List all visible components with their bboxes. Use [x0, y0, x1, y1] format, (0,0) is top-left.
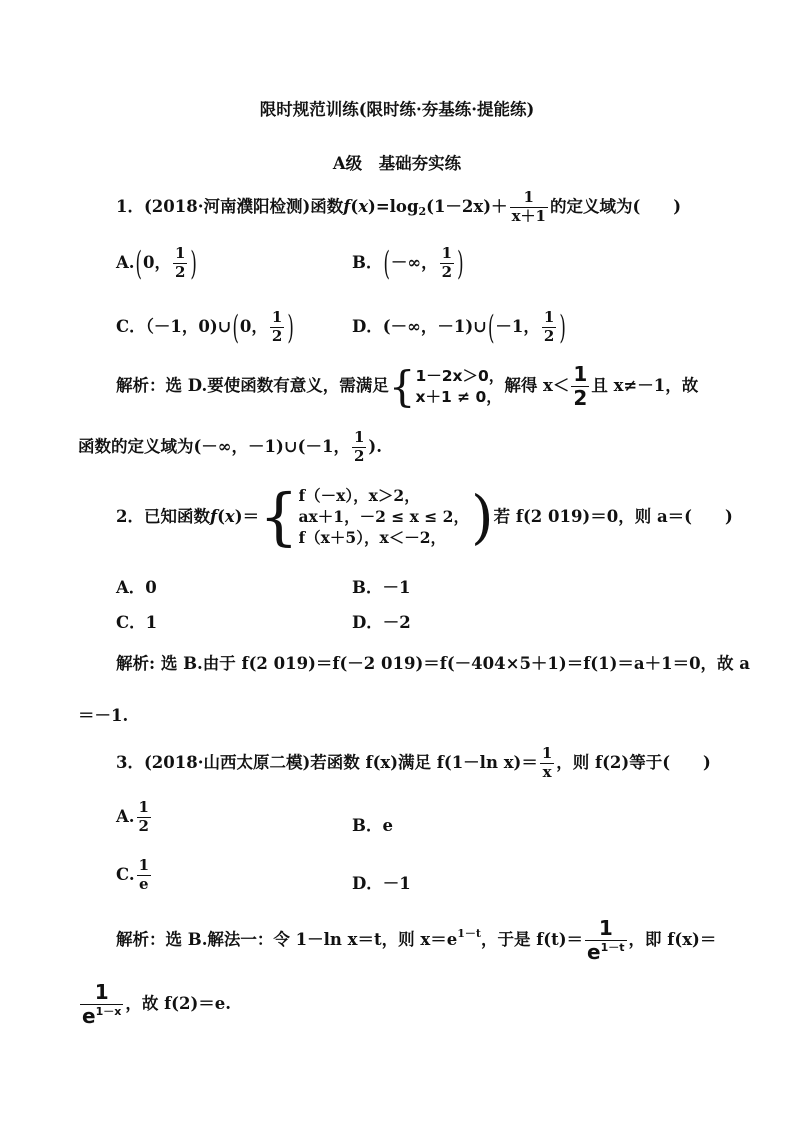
q1-option-d: D．(－∞，－1)∪(－1， $\frac{1}{2}$ ): [352, 308, 566, 347]
q1-option-c: C．（－1，0)∪(0， $\frac{1}{2}$ ): [116, 308, 294, 347]
q3-option-b: B．e: [352, 816, 393, 835]
question-1-stem: 1．(2018·河南濮阳检测)函数$f(x)=\log_2(1-2x)+$ $\frac{1}{x+1}$ 的定义域为( ): [116, 188, 682, 225]
question-3-stem: 3．(2018·山西太原二模)若函数 f(x)满足 f(1－ln x)＝ $\frac{1}{x}$ ，则 f(2)等于( ): [116, 744, 711, 781]
q3-option-c: C. $\frac{1}{e}$: [116, 856, 150, 893]
page-title: 限时规范训练(限时练·夯基练·提能练): [259, 100, 535, 119]
q3-option-a: A. $\frac{1}{2}$: [116, 798, 149, 835]
q2-option-c: C．1: [116, 613, 158, 632]
q2-solution-line-2: ＝－1.: [78, 706, 129, 725]
q3-solution-line-1: 解析：选 B.解法一：令 1－ln x＝t，则 $x=e^{1-t}$，于是 f(t)＝ $\frac{1}{e^{1-t}}$ ，即 f(x)＝: [116, 916, 717, 964]
q3-option-d: D．－1: [352, 874, 411, 893]
q2-solution-line-1: 解析: 选 B.由于 f(2 019)＝f(－2 019)＝f(－404×5＋1)＝f(1)＝a＋1＝0，故 a: [116, 654, 750, 673]
q1-option-a: A.(0， $\frac{1}{2}$ ): [116, 244, 197, 283]
q2-option-b: B．－1: [352, 578, 411, 597]
q2-option-d: D．－2: [352, 613, 411, 632]
q2-option-a: A．0: [116, 578, 157, 597]
q3-solution-line-2: $\frac{1}{e^{1-x}}$ ，故 f(2)＝e.: [82, 980, 232, 1028]
question-2-stem: 2．已知函数f(x)＝ { f（－x），x＞2， ax＋1，－2 ≤ x ≤ 2， f（x＋5），x＜－2， ) 若 f(2 019)＝0，则 a＝( ): [116, 480, 733, 554]
q1-option-b: B．(－∞， $\frac{1}{2}$ ): [352, 244, 464, 283]
q1-solution-line-2: 函数的定义域为(－∞，－1)∪(－1， $\frac{1}{2}$ ).: [78, 428, 382, 465]
q1-solution-line-1: 解析：选 D.要使函数有意义，需满足 { 1－2x＞0， x＋1 ≠ 0， 解得 x＜ $\frac{1}{2}$ 且 x≠－1，故: [116, 361, 699, 411]
fraction-1-over-x-plus-1: $\frac{1}{x+1}$: [511, 188, 546, 225]
section-heading: A级 基础夯实练: [332, 154, 462, 173]
